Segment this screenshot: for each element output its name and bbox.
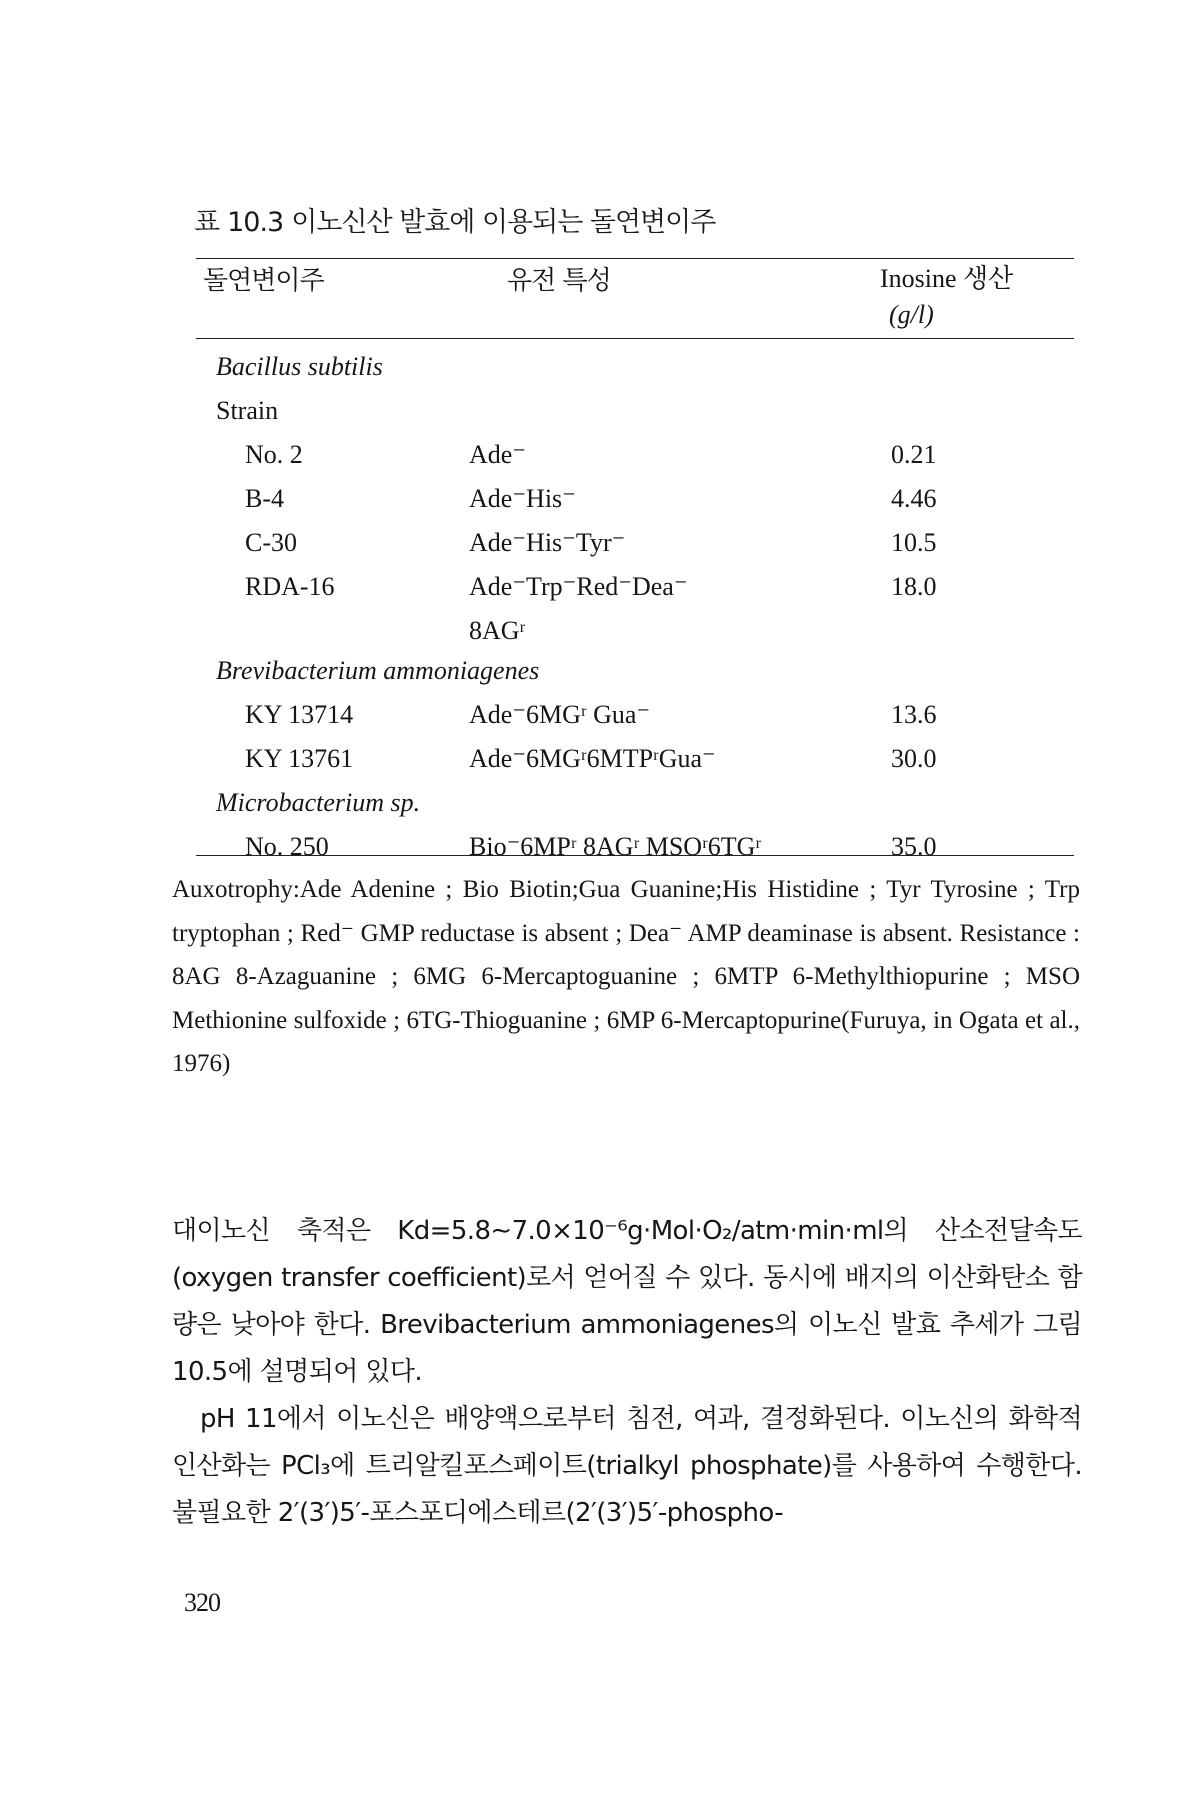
inosine-value-cell: 13.6 <box>891 700 937 729</box>
strain-cell: No. 250 <box>245 832 329 861</box>
paragraph: pH 11에서 이노신은 배양액으로부터 침전, 여과, 결정화된다. 이노신의 화학적 인산화는 PCl₃에 트리알킬포스페이트(trialkyl phosphate)를 사용하여 수행한다. 불필요한 2′(3′)5′-포스포디에스테르(2′(3′)5′-phospho- <box>172 1404 1082 1528</box>
table-title: 이노신산 발효에 이용되는 돌연변이주 <box>291 207 716 238</box>
table-row <box>0 484 1200 524</box>
table-row <box>0 572 1200 612</box>
genetic-cell: Ade⁻6MGʳ6MTPʳGua⁻ <box>469 744 716 773</box>
table-label: 표 <box>194 207 220 238</box>
body-text <box>172 1208 1082 1537</box>
table-row <box>0 616 1200 656</box>
strain-heading: Strain <box>216 396 279 425</box>
inosine-value-cell: 18.0 <box>891 572 937 601</box>
genetic-cell: Ade⁻ <box>469 440 527 469</box>
organism-name: Bacillus subtilis <box>216 352 383 381</box>
organism-name: Microbacterium sp. <box>216 788 421 817</box>
table-row <box>0 832 1200 872</box>
table-row <box>0 656 1200 696</box>
strain-cell: RDA-16 <box>245 572 335 601</box>
strain-cell: No. 2 <box>245 440 303 469</box>
page-number: 320 <box>184 1588 220 1617</box>
inosine-value-cell: 4.46 <box>891 484 937 513</box>
inosine-value-cell: 30.0 <box>891 744 937 773</box>
inosine-value-cell: 35.0 <box>891 832 937 861</box>
genetic-cell: 8AGʳ <box>469 616 526 645</box>
table-caption <box>194 200 715 239</box>
inosine-value-cell: 10.5 <box>891 528 937 557</box>
table-row <box>0 396 1200 436</box>
strain-cell: B-4 <box>245 484 284 513</box>
table-header-rule <box>196 338 1074 339</box>
genetic-cell: Ade⁻Trp⁻Red⁻Dea⁻ <box>469 572 688 601</box>
organism-name: Brevibacterium ammoniagenes <box>216 656 540 685</box>
header-unit: (g/l) <box>889 300 934 329</box>
paragraph: 대이노신 축적은 Kd=5.8∼7.0×10⁻⁶g·Mol·O₂/atm·min·ml의 산소전달속도(oxygen transfer coefficient)로서 얻어질 수 있다. 동시에 배지의 이산화탄소 함량은 낮아야 한다. Brevibacterium ammoniagenes의 이노신 발효 추세가 그림 10.5에 설명되어 있다. <box>172 1216 1082 1387</box>
table-row <box>0 744 1200 784</box>
strain-cell: KY 13714 <box>245 700 354 729</box>
strain-cell: C-30 <box>245 528 297 557</box>
genetic-cell: Bio⁻6MPʳ 8AGʳ MSOʳ6TGʳ <box>469 832 762 861</box>
table-row <box>0 700 1200 740</box>
inosine-value-cell: 0.21 <box>891 440 937 469</box>
table-row <box>0 788 1200 828</box>
table-row <box>0 440 1200 480</box>
genetic-cell: Ade⁻His⁻Tyr⁻ <box>469 528 626 557</box>
header-inosine: Inosine 생산 <box>880 264 1014 293</box>
table-number: 10.3 <box>227 207 284 238</box>
header-genetic: 유전 특성 <box>507 266 611 296</box>
genetic-cell: Ade⁻6MGʳ Gua⁻ <box>469 700 651 729</box>
table-row <box>0 528 1200 568</box>
genetic-cell: Ade⁻His⁻ <box>469 484 576 513</box>
header-strain: 돌연변이주 <box>203 266 324 296</box>
strain-cell: KY 13761 <box>245 744 354 773</box>
table-row <box>0 352 1200 392</box>
table-bottom-rule <box>196 855 1074 856</box>
table-footnote: Auxotrophy:Ade Adenine ; Bio Biotin;Gua Guanine;His Histidine ; Tyr Tyrosine ; Trp tryptophan ; Red⁻ GMP reductase is absent ; Dea⁻ AMP deaminase is absent. Resistance : 8AG 8-Azaguanine ; 6MG 6-Mercaptoguanine ; 6MTP 6-Methylthiopurine ; MSO Methionine sulfoxide ; 6TG-Thioguanine ; 6MP 6-Mercaptopurine(Furuya, in Ogata et al., 1976) <box>172 876 1080 1077</box>
